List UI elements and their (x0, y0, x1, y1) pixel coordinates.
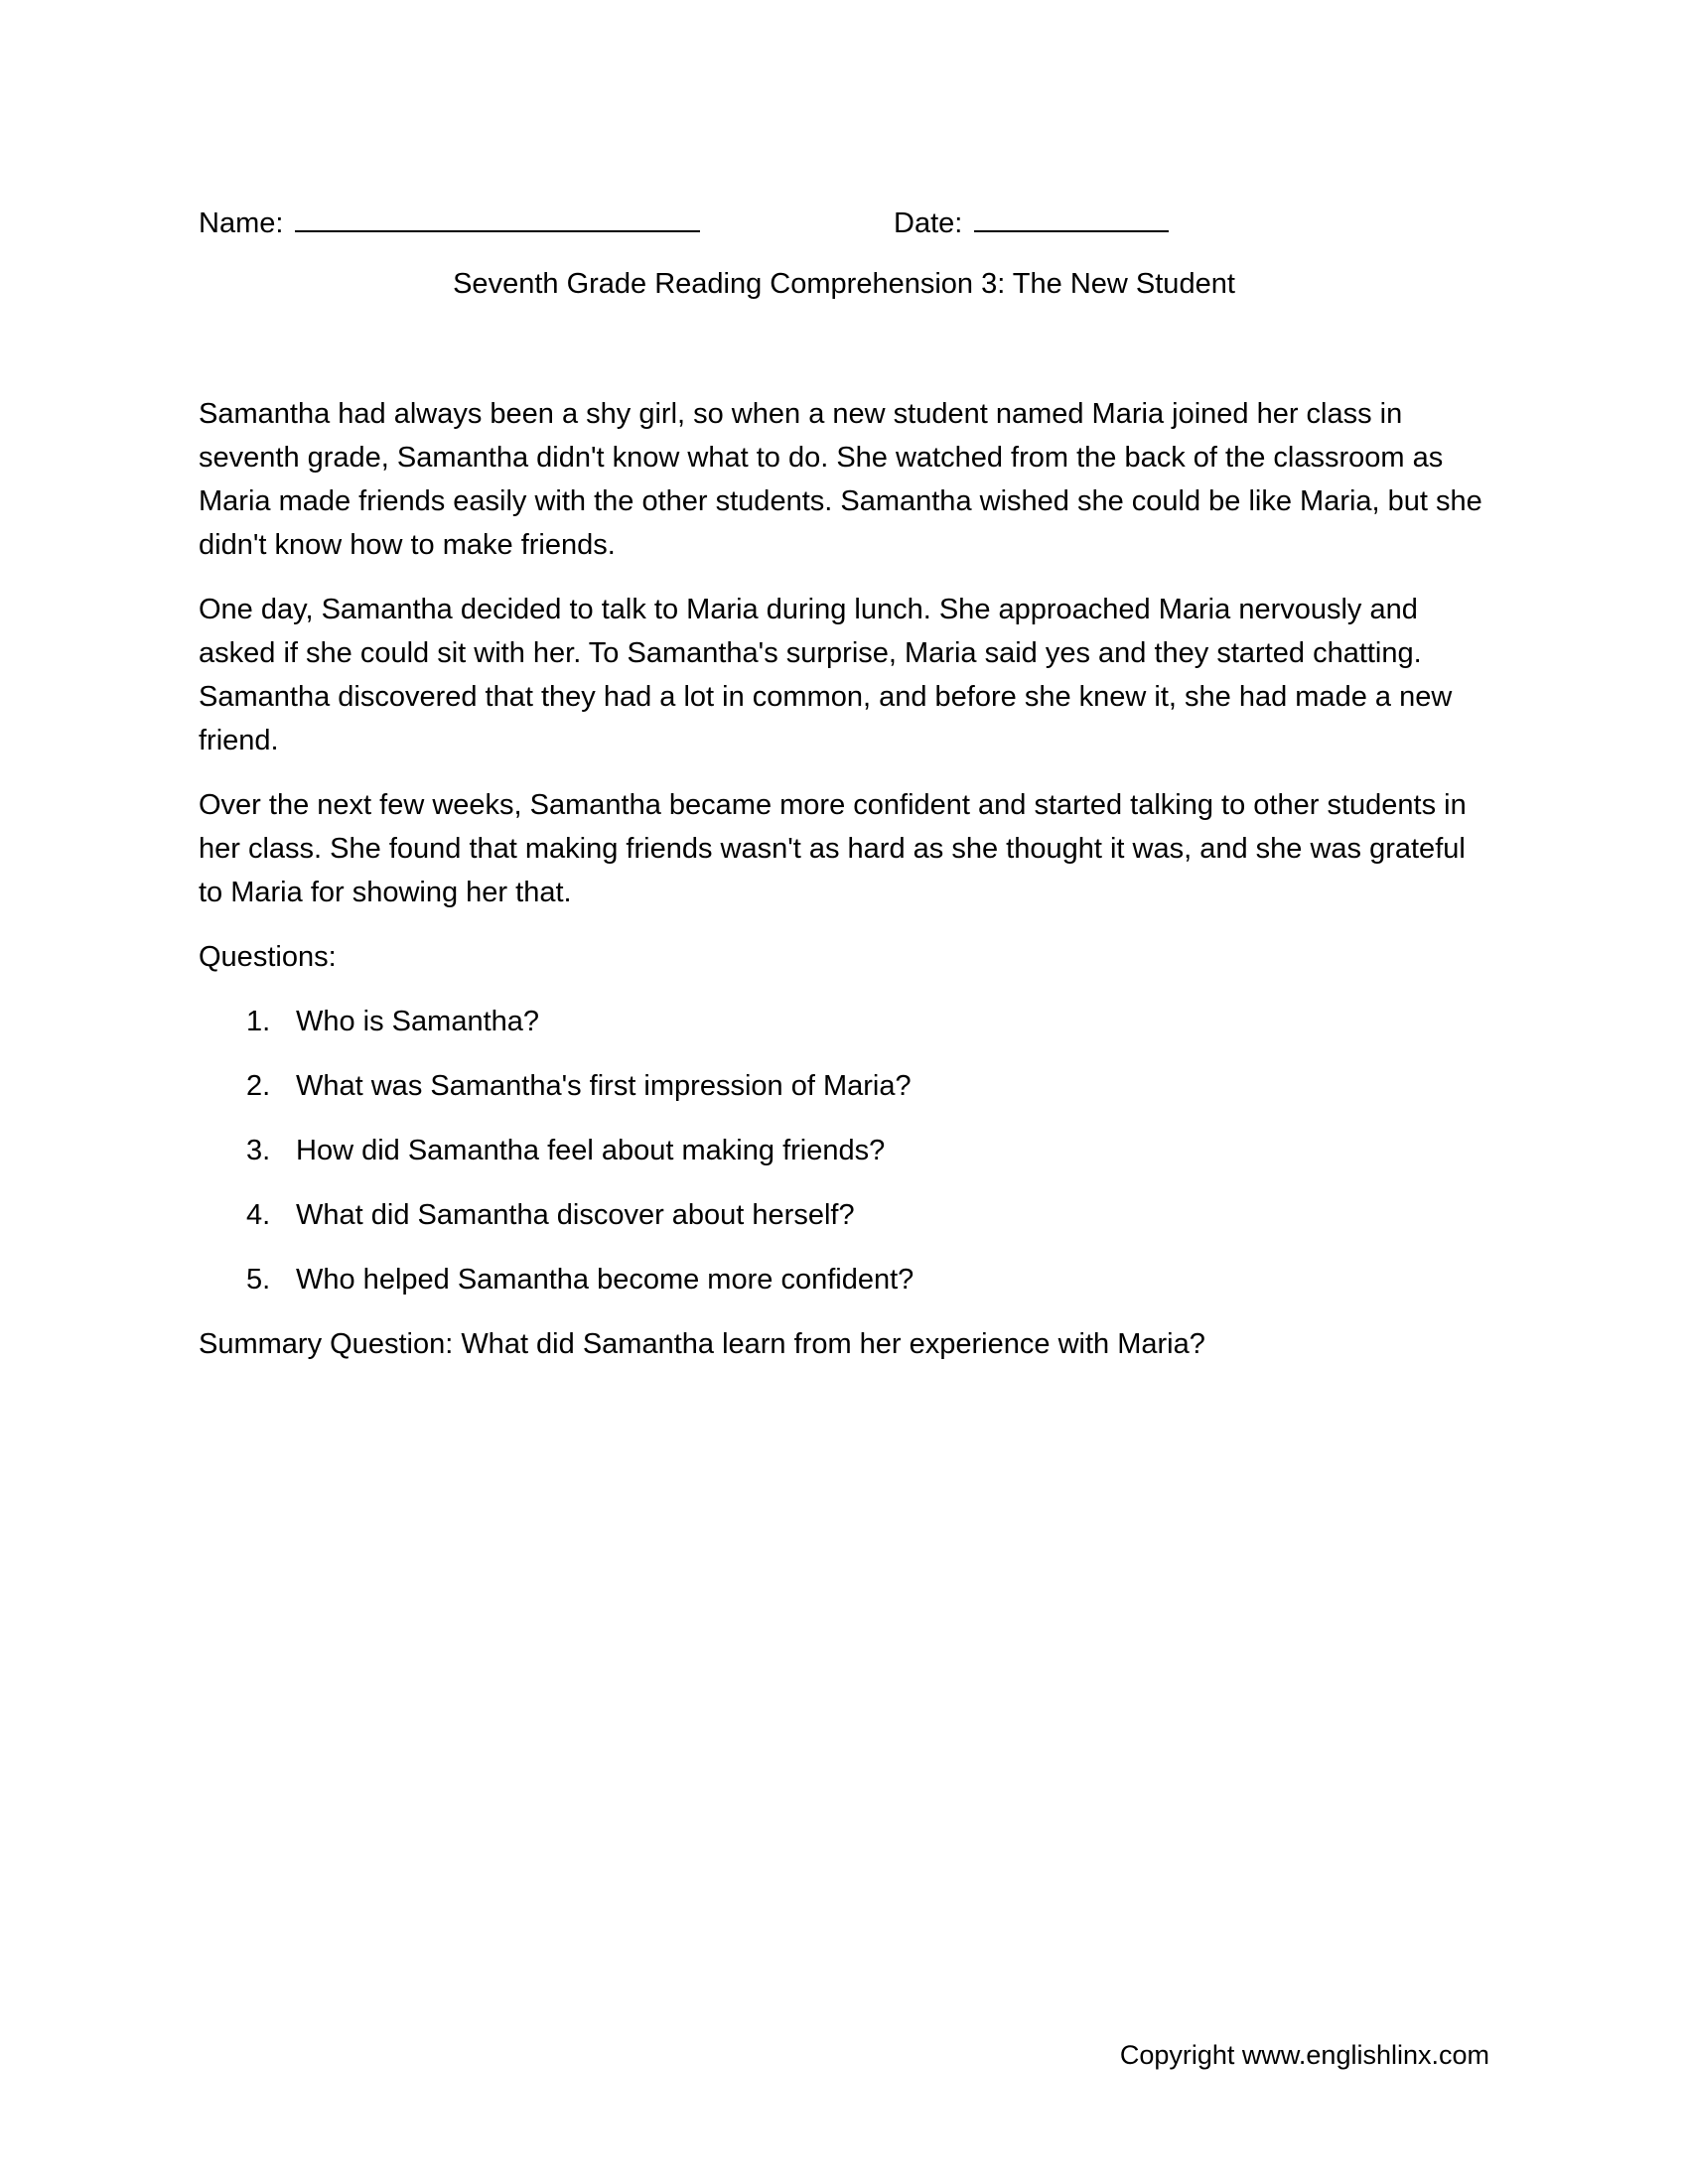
question-item (199, 1000, 1489, 1043)
question-item (199, 1129, 1489, 1172)
question-number: 2. (246, 1070, 271, 1102)
questions-heading: Questions: (199, 941, 337, 973)
name-field (199, 201, 700, 243)
date-label: Date: (894, 207, 963, 239)
question-number: 1. (246, 1006, 271, 1037)
name-blank-line (295, 201, 700, 232)
header-row (199, 201, 1489, 240)
copyright-footer: Copyright www.englishlinx.com (1119, 2040, 1489, 2070)
question-item (199, 1258, 1489, 1301)
summary-question: Summary Question: What did Samantha learn from her experience with Maria? (199, 1328, 1205, 1360)
question-text: What did Samantha discover about herself? (296, 1199, 855, 1231)
question-number: 4. (246, 1199, 271, 1231)
question-item (199, 1193, 1489, 1237)
name-label: Name: (199, 207, 284, 239)
date-field (894, 201, 1169, 243)
worksheet-title: Seventh Grade Reading Comprehension 3: The New Student (453, 268, 1235, 300)
passage-paragraph: Over the next few weeks, Samantha became more confident and started talking to other students in her class. She found that making friends wasn't as hard as she thought it was, and she was grateful to Maria for showing her that. (199, 789, 1467, 908)
question-text: How did Samantha feel about making friends? (296, 1135, 886, 1166)
question-list (199, 1000, 1489, 1301)
passage-paragraph: One day, Samantha decided to talk to Maria during lunch. She approached Maria nervously and asked if she could sit with her. To Samantha's surprise, Maria said yes and they started chatting. Samantha discovered that they had a lot in common, and before she knew it, she had made a new friend. (199, 594, 1453, 756)
worksheet-body (199, 392, 1489, 1366)
date-blank-line (974, 201, 1169, 232)
passage-paragraph: Samantha had always been a shy girl, so when a new student named Maria joined her class in seventh grade, Samantha didn't know what to do. She watched from the back of the classroom as Maria made friends easily with the other students. Samantha wished she could be like Maria, but she didn't know how to make friends. (199, 398, 1482, 561)
question-number: 3. (246, 1135, 271, 1166)
question-text: Who helped Samantha become more confident? (296, 1264, 914, 1296)
question-text: What was Samantha's first impression of Maria? (296, 1070, 912, 1102)
question-item (199, 1064, 1489, 1108)
question-text: Who is Samantha? (296, 1006, 540, 1037)
question-number: 5. (246, 1264, 271, 1296)
